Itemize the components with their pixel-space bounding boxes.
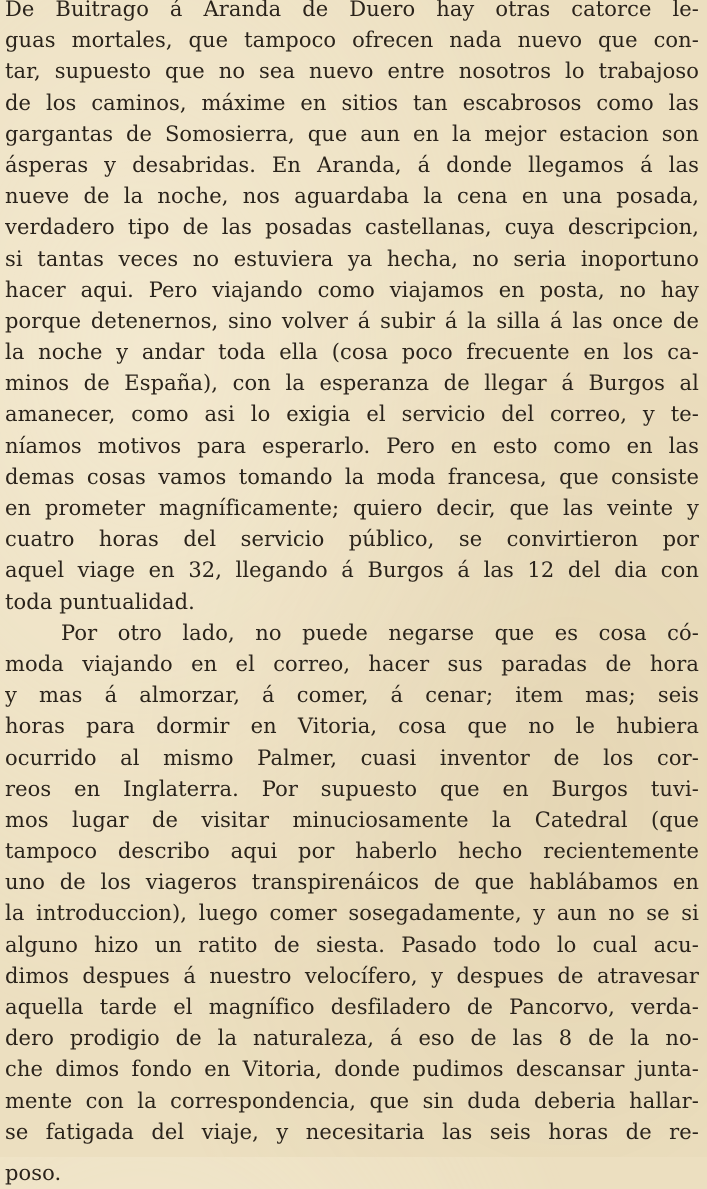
text-line: mos lugar de visitar minuciosamente la Catedral (que (5, 807, 699, 832)
text-line: tampoco describo aqui por haberlo hecho recientemente (5, 839, 699, 864)
text-line: mente con la correspondencia, que sin duda deberia hallar- (5, 1088, 699, 1113)
text-line: de los caminos, máxime en sitios tan escabrosos como las (5, 90, 699, 115)
text-line: De Buitrago á Aranda de Duero hay otras catorce le- (5, 0, 699, 21)
text-line: Por otro lado, no puede negarse que es cosa có- (61, 620, 699, 645)
text-line: guas mortales, que tampoco ofrecen nada nuevo que con- (5, 28, 699, 53)
text-line: toda puntualidad. (5, 589, 195, 614)
text-line: la noche y andar toda ella (cosa poco frecuente en los ca- (5, 340, 699, 365)
text-line: ocurrido al mismo Palmer, cuasi inventor de los cor- (5, 745, 699, 770)
text-line: gargantas de Somosierra, que aun en la mejor estacion son (5, 121, 699, 146)
text-line: demas cosas vamos tomando la moda francesa, que consiste (5, 464, 699, 489)
text-line: ásperas y desabridas. En Aranda, á donde llegamos á las (5, 152, 699, 177)
text-line: dimos despues á nuestro velocífero, y despues de atravesar (5, 963, 699, 988)
text-line: aquella tarde el magnífico desfiladero de Pancorvo, verda- (5, 995, 699, 1019)
text-line: se fatigada del viaje, y necesitaria las seis horas de re- (5, 1119, 699, 1144)
text-line: reos en Inglaterra. Por supuesto que en Burgos tuvi- (5, 776, 699, 801)
text-line: hacer aqui. Pero viajando como viajamos en posta, no hay (5, 277, 699, 302)
paragraph-2 (5, 618, 699, 1189)
text-line: horas para dormir en Vitoria, cosa que no le hubiera (5, 714, 699, 739)
text-line: alguno hizo un ratito de siesta. Pasado todo lo cual acu- (5, 932, 699, 957)
text-line: nueve de la noche, nos aguardaba la cena en una posada, (5, 184, 699, 209)
text-line: dero prodigio de la naturaleza, á eso de las 8 de la no- (5, 1026, 699, 1051)
paragraph-1 (5, 0, 699, 618)
text-line: si tantas veces no estuviera ya hecha, no seria inoportuno (5, 246, 699, 271)
text-line: aquel viage en 32, llegando á Burgos á las 12 del dia con (5, 558, 699, 583)
text-line: tar, supuesto que no sea nuevo entre nosotros lo trabajoso (5, 59, 699, 84)
text-line: amanecer, como asi lo exigia el servicio del correo, y te- (5, 402, 699, 427)
text-line: moda viajando en el correo, hacer sus paradas de hora (5, 651, 699, 676)
text-line: poso. (5, 1160, 62, 1185)
text-line: che dimos fondo en Vitoria, donde pudimos descansar junta- (5, 1057, 699, 1082)
text-line: níamos motivos para esperarlo. Pero en esto como en las (5, 433, 699, 458)
text-line: porque detenernos, sino volver á subir á la silla á las once de (5, 308, 699, 333)
text-line: uno de los viageros transpirenáicos de que hablábamos en (5, 870, 699, 895)
text-line: minos de España), con la esperanza de llegar á Burgos al (5, 371, 699, 396)
text-line: la introduccion), luego comer sosegadamente, y aun no se si (5, 901, 699, 926)
text-line: en prometer magníficamente; quiero decir, que las veinte y (5, 496, 699, 520)
text-line: verdadero tipo de las posadas castellanas, cuya descripcion, (5, 215, 699, 240)
text-line: y mas á almorzar, á comer, á cenar; item mas; seis (5, 683, 699, 708)
text-line: cuatro horas del servicio público, se convirtieron por (5, 527, 699, 552)
